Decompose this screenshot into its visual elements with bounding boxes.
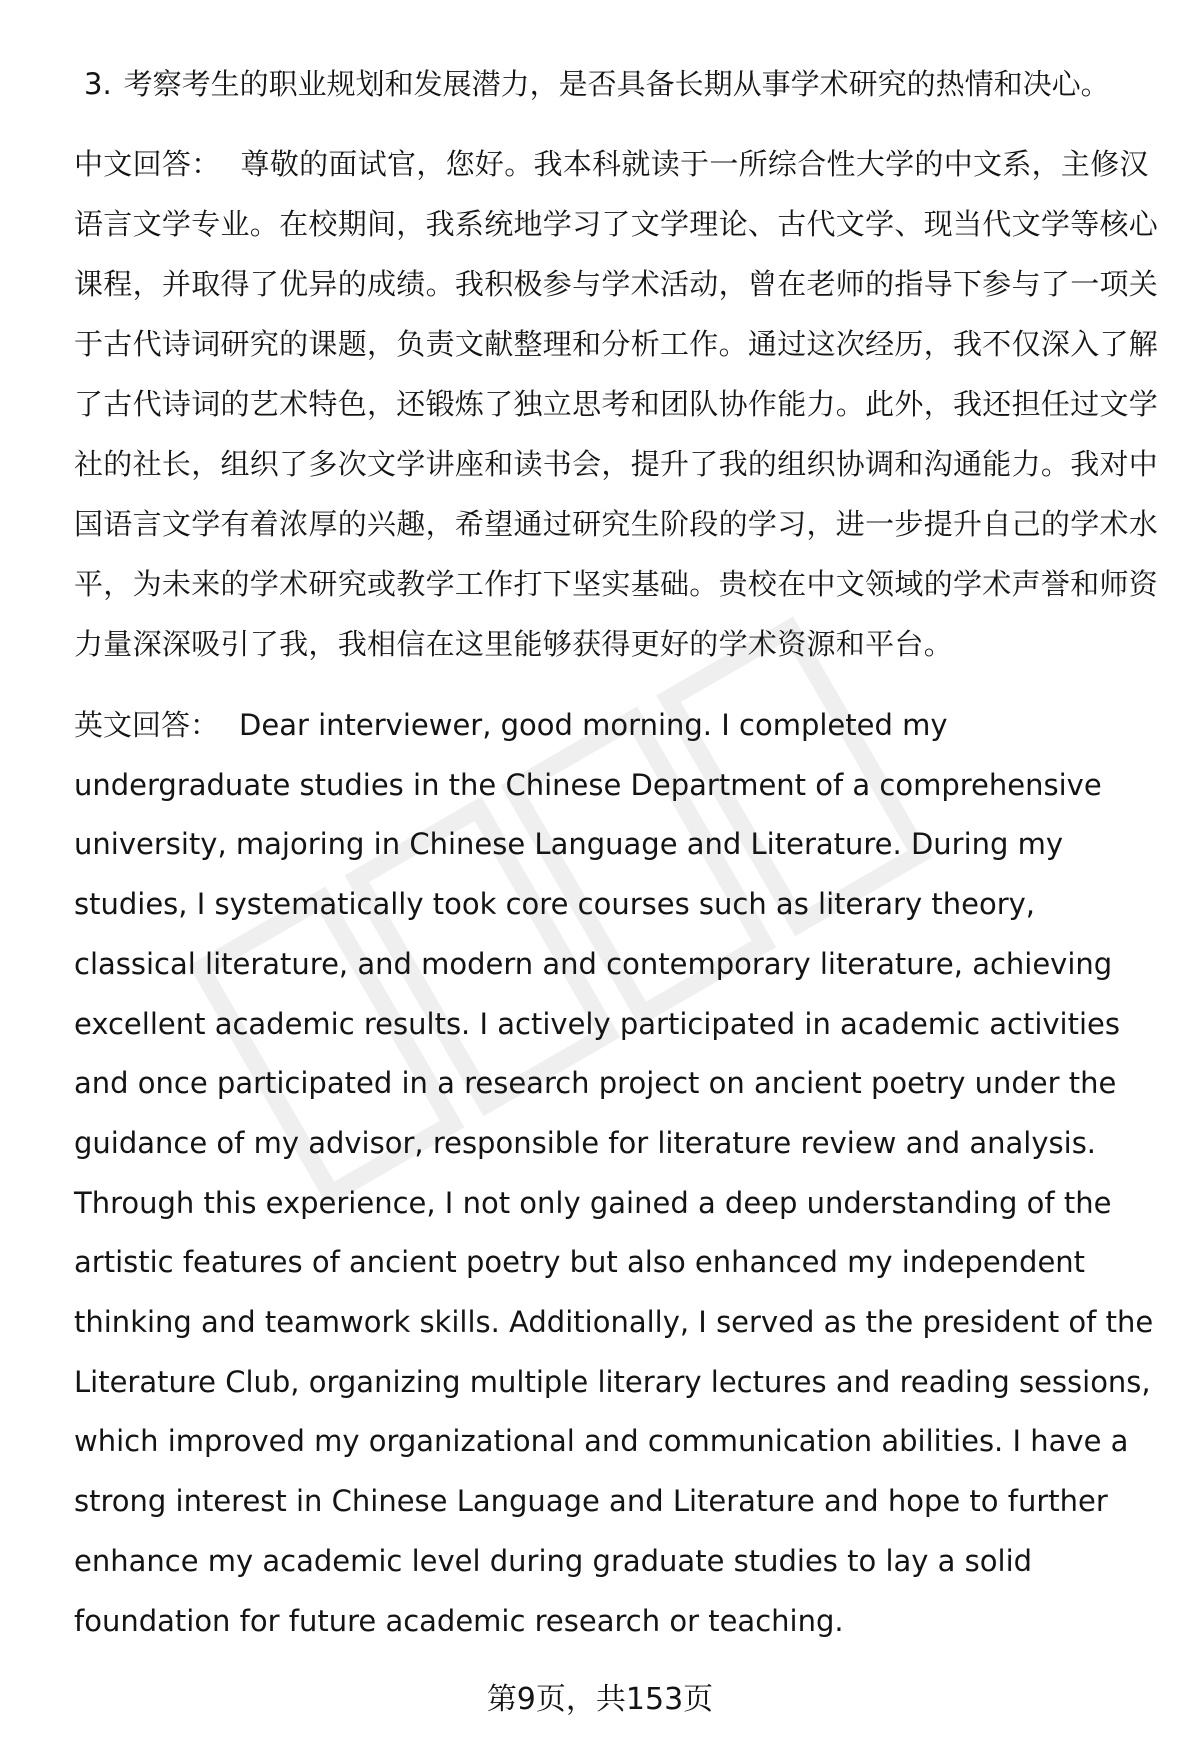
english-answer-label: 英文回答： [74,708,220,742]
english-answer-text: Dear interviewer, good morning. I completed my undergraduate studies in the Chinese Department of a comprehensive university, majoring in Chinese Language and Literature. During my studies, I systematically took core courses such as literary theory, classical literature, and modern and contemporary literature, achieving excellent academic results. I actively participated in academic activities and once participated in a research project on ancient poetry under the guidance of my advisor, responsible for literature review and analysis. Through this experience, I not only gained a deep understanding of the artistic features of ancient poetry but also enhanced my independent thinking and teamwork skills. Additionally, I served as the president of the Literature Club, organizing multiple literary lectures and reading sessions, which improved my organizational and communication abilities. I have a strong interest in Chinese Language and Literature and hope to further enhance my academic level during graduate studies to lay a solid foundation for future academic research or teaching. [74,708,1154,1638]
page-number: 第9页，共153页 [486,1682,714,1717]
list-item-number: 3. [84,67,112,101]
chinese-answer-label: 中文回答： [74,147,221,181]
english-answer-paragraph [74,696,1154,1651]
list-item-text: 考察考生的职业规划和发展潜力，是否具备长期从事学术研究的热情和决心。 [123,67,1110,101]
chinese-answer-paragraph [74,134,1160,674]
page-content [74,62,1160,1651]
chinese-answer-text: 尊敬的面试官，您好。我本科就读于一所综合性大学的中文系，主修汉语言文学专业。在校期间，我系统地学习了文学理论、古代文学、现当代文学等核心课程，并取得了优异的成绩。我积极参与学术活动，曾在老师的指导下参与了一项关于古代诗词研究的课题，负责文献整理和分析工作。通过这次经历，我不仅深入了解了古代诗词的艺术特色，还锻炼了独立思考和团队协作能力。此外，我还担任过文学社的社长，组织了多次文学讲座和读书会，提升了我的组织协调和沟通能力。我对中国语言文学有着浓厚的兴趣，希望通过研究生阶段的学习，进一步提升自己的学术水平，为未来的学术研究或教学工作打下坚实基础。贵校在中文领域的学术声誉和师资力量深深吸引了我，我相信在这里能够获得更好的学术资源和平台。 [74,147,1159,661]
list-item-3 [74,62,1160,106]
